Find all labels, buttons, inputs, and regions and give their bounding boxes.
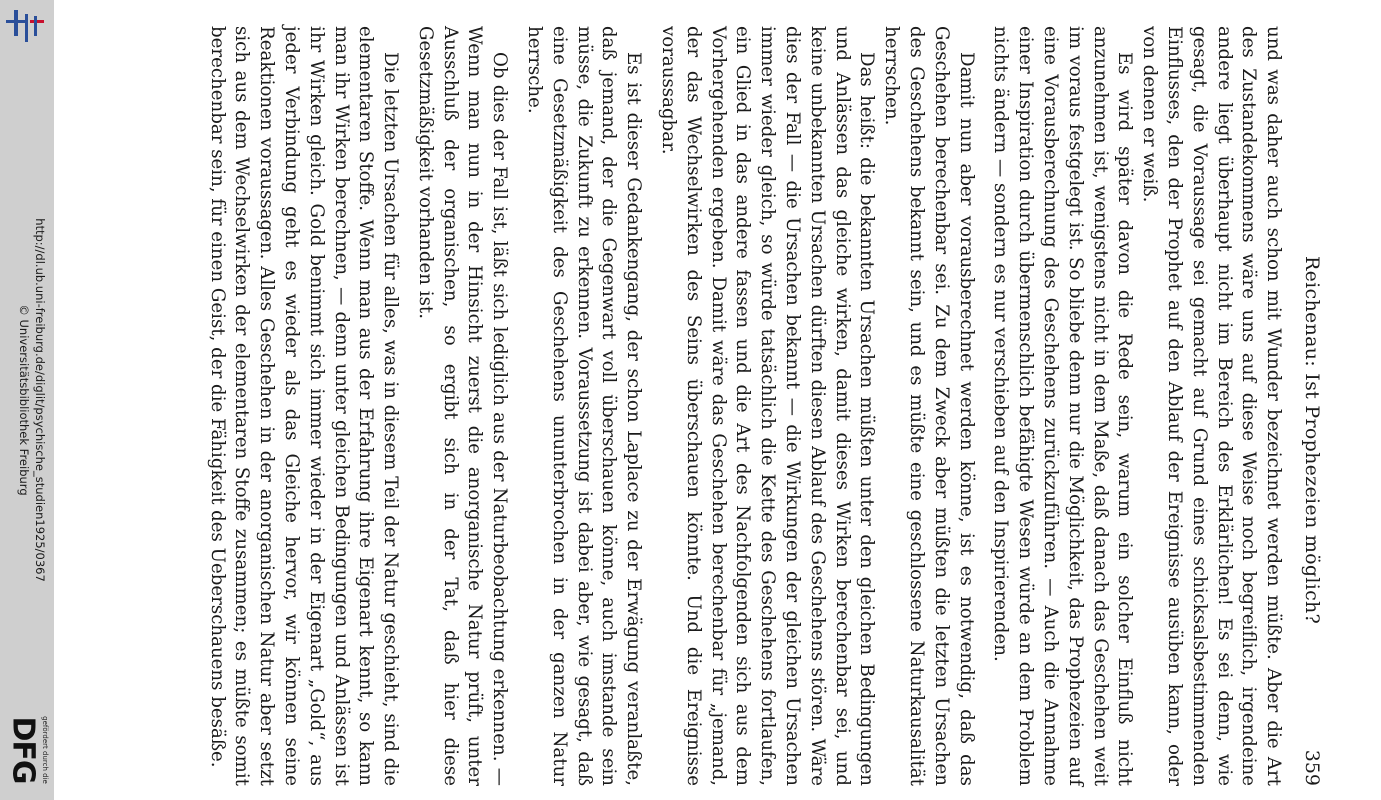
- paragraph: Das heißt: die bekannten Ursachen müßten unter den gleichen Bedingungen und Anlässen das gleiche wirken, damit dieses Wirken berechenbar sei, und keine unbekannten Ursachen dürften diesen Ablauf des Geschehens stören. Wäre dies der Fall — die Ursachen bekannt — die Wirkungen der gleichen Ursachen immer wieder gleich, so würde tatsächlich die Kette des Geschehens fortlaufen, ein Glied in das andere fassen und die Art des Nachfolgenden sich aus dem Vorhergehenden ergeben. Damit wäre das Geschehen berechenbar für „jemand, der das Wechselwirken des Seins überschauen könnte. Und die Ereignisse voraussagbar.: [658, 26, 878, 786]
- page-content-rotated: [124, 26, 1324, 786]
- library-logo-icon: [4, 6, 46, 46]
- copyright-text: © Universitätsbibliothek Freiburg: [17, 304, 31, 496]
- paragraph: Ob dies der Fall ist, läßt sich lediglich aus der Naturbeobachtung erkennen. — Wenn man nun in der Hinsicht zuerst die anorganische Natur prüft, unter Ausschluß der organischen, so ergibt sich in der Tat, daß hier diese Gesetzmäßigkeit vorhanden ist.: [414, 26, 511, 786]
- source-url-link[interactable]: http://dl.ub.uni-freiburg.de/diglit/psychische_studien1925/0367: [33, 218, 47, 582]
- paragraph: Es ist dieser Gedankengang, der schon Laplace zu der Erwägung veranlaßte, daß jemand, der die Gegenwart voll überschauen könne, auch imstande sein müsse, die Zukunft zu erkennen. Voraussetzung ist dabei aber, wie gesagt, daß eine Gesetzmäßigkeit des Geschehens ununterbrochen in der ganzen Natur herrsche.: [524, 26, 645, 786]
- running-head: [1299, 26, 1324, 786]
- paragraph: Die letzten Ursachen für alles, was in diesem Teil der Natur geschieht, sind die elementaren Stoffe. Wenn man aus der Erfahrung ihre Eigenart kennt, so kann man ihr Wirken berechnen, — denn unter gleichen Bedingungen und Anlässen ist ihr Wirken gleich. Gold benimmt sich immer wieder in der Eigenart „Gold“, aus jeder Verbindung geht es wieder als das Gleiche hervor, wir können seine Reaktionen voraussagen. Alles Geschehen in der anorganischen Natur aber setzt sich aus dem Wechselwirken der elementaren Stoffe zusammen; es müßte somit berechenbar sein, für einen Geist, der die Fähigkeit des Ueberschauens besäße.: [206, 26, 402, 786]
- paragraph: Es wird später davon die Rede sein, warum ein solcher Einfluß nicht anzunehmen ist, wenigstens nicht in dem Maße, daß danach das Geschehen weit im voraus festgelegt ist. So bliebe denn nur die Möglichkeit, das Prophezeien auf eine Vorausberechnung des Geschehens zurückzuführen. — Auch die Annahme einer Inspiration durch übermenschlich befähigte Wesen würde an dem Problem nichts ändern — sondern es nur verschieben auf den Inspirierenden.: [990, 26, 1136, 786]
- viewer-sidebar: [0, 0, 54, 800]
- dfg-caption: gefördert durch die: [41, 716, 49, 784]
- dfg-logo-text: DFG: [5, 716, 41, 784]
- page-number: 359: [1301, 749, 1323, 786]
- paragraph: und was daher auch schon mit Wunder bezeichnet werden müßte. Aber die Art des Zustandekommens wäre uns auf diese Weise noch begreiflich, irgendeine andere liegt überhaupt nicht im Bereich des Erklärlichen! Es sei denn, wie gesagt, die Voraussage sei gemacht auf Grund eines schicksalsbestimmenden Einflusses, den der Prophet auf den Ablauf der Ereignisse ausüben kann, oder von denen er weiß.: [1139, 26, 1285, 786]
- dfg-logo: [2, 703, 52, 797]
- running-head-title: Reichenau: Ist Prophezeien möglich?: [1301, 256, 1323, 625]
- scanned-page: [54, 0, 1381, 800]
- sidebar-source-text: [16, 218, 48, 582]
- paragraph: Damit nun aber vorausberechnet werden könne, ist es notwendig, daß das Geschehen berechenbar sei. Zu dem Zweck aber müßten die letzten Ursachen des Geschehens bekannt sein, und es müßte eine geschlossene Naturkausalität herrschen.: [881, 26, 977, 786]
- page-text: [204, 26, 1324, 786]
